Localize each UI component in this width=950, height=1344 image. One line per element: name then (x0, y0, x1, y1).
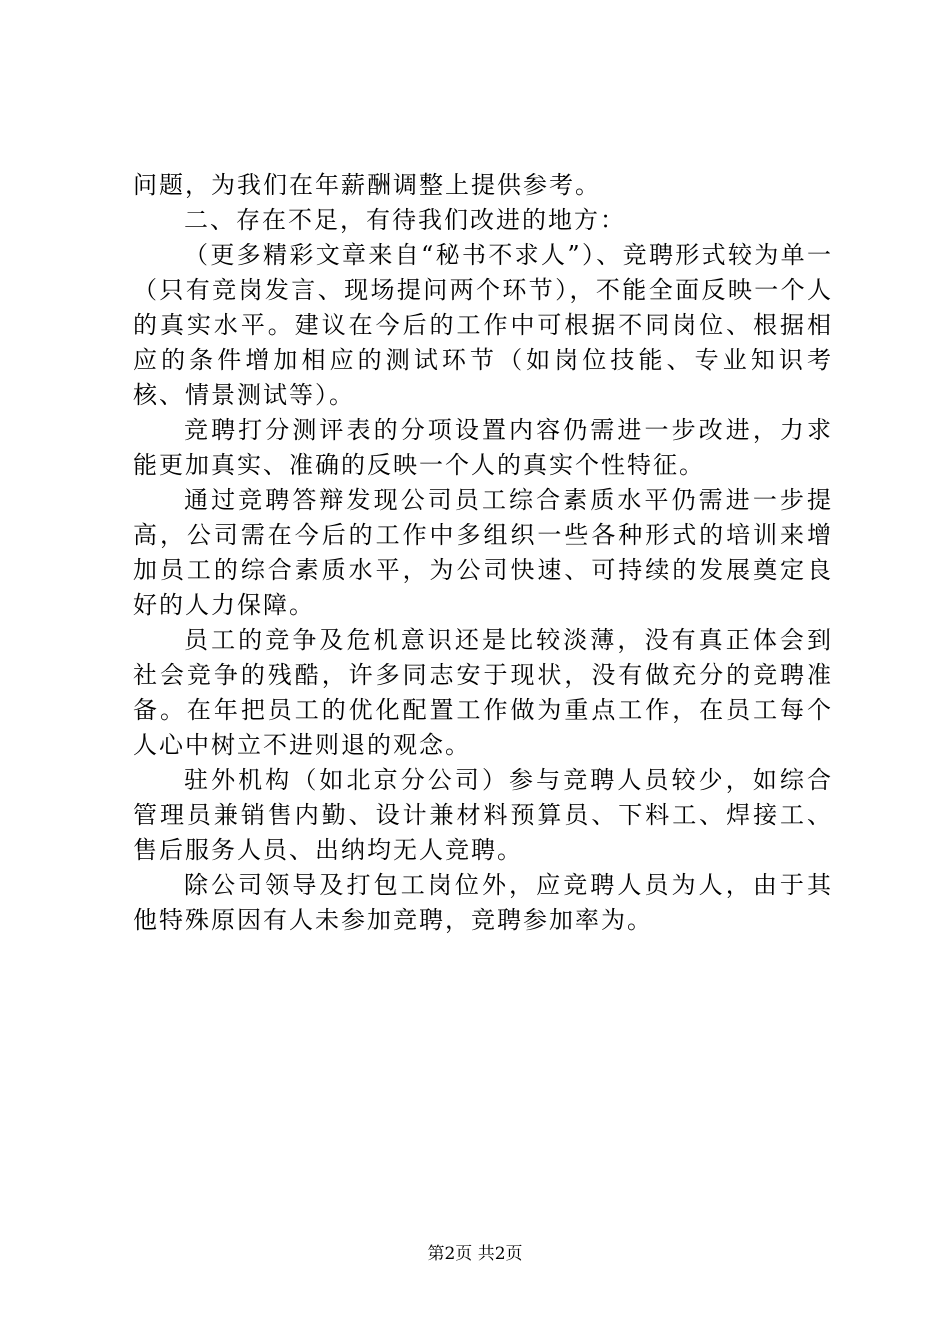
paragraph-8: 除公司领导及打包工岗位外，应竞聘人员为人，由于其他特殊原因有人未参加竞聘，竞聘参加率为。 (133, 871, 833, 934)
paragraph-4: 竞聘打分测评表的分项设置内容仍需进一步改进，力求能更加真实、准确的反映一个人的真实个性特征。 (133, 416, 833, 479)
paragraph-1: 问题，为我们在年薪酬调整上提供参考。 (133, 171, 601, 199)
section-heading-shortcomings: 二、存在不足，有待我们改进的地方： (184, 206, 626, 234)
page-footer: 第2页 共2页 (427, 1244, 523, 1264)
paragraph-5: 通过竞聘答辩发现公司员工综合素质水平仍需进一步提高，公司需在今后的工作中多组织一些各种形式的培训来增加员工的综合素质水平，为公司快速、可持续的发展奠定良好的人力保障。 (133, 486, 833, 619)
paragraph-3: （更多精彩文章来自“秘书不求人”）、竞聘形式较为单一（只有竞岗发言、现场提问两个环节），不能全面反映一个人的真实水平。建议在今后的工作中可根据不同岗位、根据相应的条件增加相应的测试环节（如岗位技能、专业知识考核、情景测试等）。 (133, 241, 833, 409)
paragraph-6: 员工的竞争及危机意识还是比较淡薄，没有真正体会到社会竞争的残酷，许多同志安于现状，没有做充分的竞聘准备。在年把员工的优化配置工作做为重点工作，在员工每个人心中树立不进则退的观念。 (133, 626, 833, 759)
document-body (133, 168, 833, 938)
paragraph-7: 驻外机构（如北京分公司）参与竞聘人员较少，如综合管理员兼销售内勤、设计兼材料预算员、下料工、焊接工、售后服务人员、出纳均无人竞聘。 (133, 766, 833, 864)
